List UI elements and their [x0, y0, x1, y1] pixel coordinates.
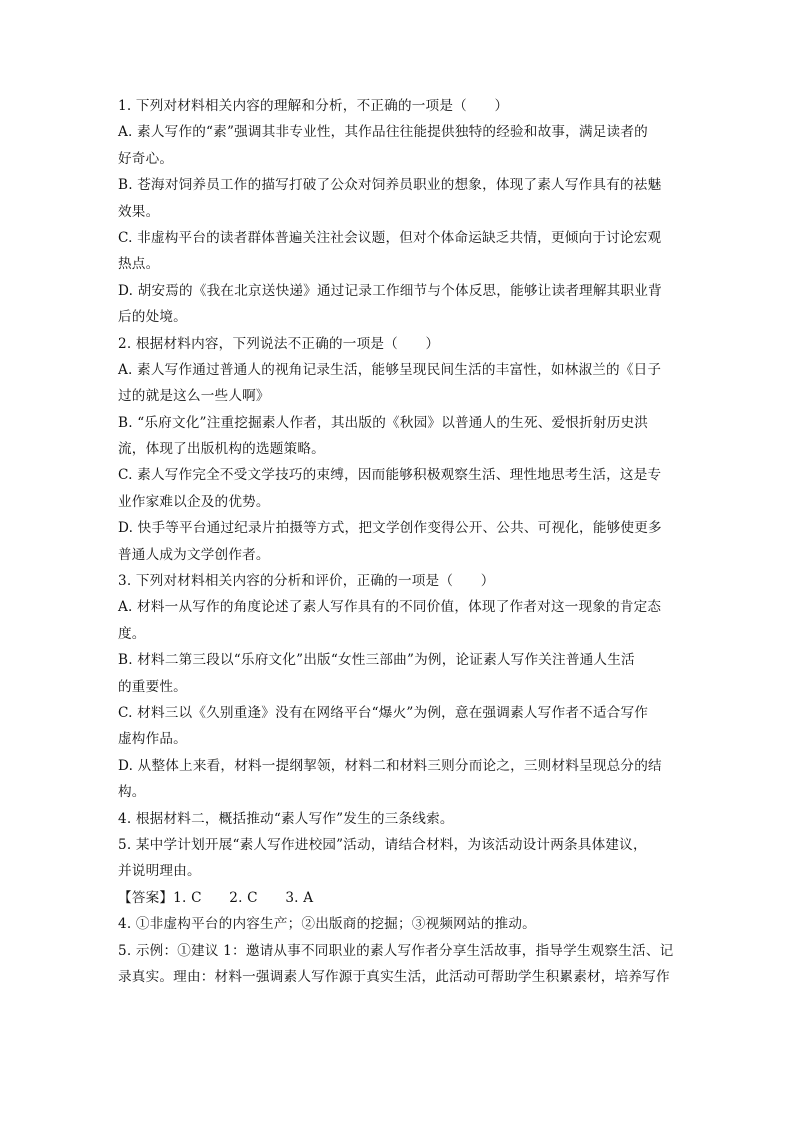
q3-option-c-line-2: 虚构作品。 [118, 731, 187, 748]
q1-option-a-line-1: A. 素人写作的“素”强调其非专业性，其作品往往能提供独特的经验和故事，满足读者的 [118, 124, 648, 141]
answer-4: 4. ①非虚构平台的内容生产；②出版商的挖掘；③视频网站的推动。 [118, 916, 536, 933]
q2-option-b-line-1: B. “乐府文化”注重挖掘素人作者，其出版的《秋园》以普通人的生死、爱恨折射历史洪 [118, 414, 649, 431]
q3-option-d-line-2: 构。 [118, 784, 146, 801]
question-4-stem: 4. 根据材料二，概括推动“素人写作”发生的三条线索。 [118, 810, 454, 827]
q1-option-b-line-1: B. 苍海对饲养员工作的描写打破了公众对饲养员职业的想象，体现了素人写作具有的祛魅 [118, 177, 662, 194]
answer-key-line: 【答案】1. C 2. C 3. A [118, 889, 314, 906]
question-3-stem: 3. 下列对材料相关内容的分析和评价，正确的一项是（ ） [118, 573, 495, 590]
q1-option-a-line-2: 好奇心。 [118, 150, 174, 167]
q3-option-b-line-2: 的重要性。 [118, 678, 187, 695]
q1-option-b-line-2: 效果。 [118, 203, 160, 220]
q2-option-d-line-2: 普通人成为文学创作者。 [118, 546, 270, 563]
q2-option-a-line-2: 过的就是这么一些人啊》 [118, 388, 270, 405]
q2-option-c-line-1: C. 素人写作完全不受文学技巧的束缚，因而能够积极观察生活、理性地思考生活，这是专 [118, 467, 662, 484]
question-5-stem-line-2: 并说明理由。 [118, 863, 201, 880]
q2-option-c-line-2: 业作家难以企及的优势。 [118, 493, 270, 510]
question-2-stem: 2. 根据材料内容，下列说法不正确的一项是（ ） [118, 335, 440, 352]
q3-option-d-line-1: D. 从整体上来看，材料一提纲挈领，材料二和材料三则分而论之，三则材料呈现总分的结 [118, 757, 662, 774]
question-1-stem: 1. 下列对材料相关内容的理解和分析，不正确的一项是（ ） [118, 98, 509, 114]
q3-option-c-line-1: C. 材料三以《久别重逢》没有在网络平台“爆火”为例，意在强调素人写作者不适合写作 [118, 704, 649, 721]
document-body [118, 93, 678, 990]
q2-option-d-line-1: D. 快手等平台通过纪录片拍摄等方式，把文学创作变得公开、公共、可视化，能够使更多 [118, 520, 662, 537]
answer-5-line-2: 录真实。理由：材料一强调素人写作源于真实生活，此活动可帮助学生积累素材，培养写作 [118, 968, 670, 985]
q2-option-a-line-1: A. 素人写作通过普通人的视角记录生活，能够呈现民间生活的丰富性，如林淑兰的《日子 [118, 361, 662, 378]
q1-option-c-line-2: 热点。 [118, 256, 160, 273]
q3-option-b-line-1: B. 材料二第三段以“乐府文化”出版“女性三部曲”为例，论证素人写作关注普通人生活 [118, 652, 635, 669]
answer-5-line-1: 5. 示例：①建议 1：邀请从事不同职业的素人写作者分享生活故事，指导学生观察生活、记 [118, 942, 674, 959]
q3-option-a-line-1: A. 材料一从写作的角度论述了素人写作具有的不同价值，体现了作者对这一现象的肯定态 [118, 599, 662, 616]
question-5-stem-line-1: 5. 某中学计划开展“素人写作进校园”活动，请结合材料，为该活动设计两条具体建议， [118, 836, 647, 853]
q2-option-b-line-2: 流，体现了出版机构的选题策略。 [118, 441, 325, 458]
q1-option-d-line-1: D. 胡安焉的《我在北京送快递》通过记录工作细节与个体反思，能够让读者理解其职业背 [118, 282, 662, 299]
q1-option-d-line-2: 后的处境。 [118, 309, 187, 326]
q1-option-c-line-1: C. 非虚构平台的读者群体普遍关注社会议题，但对个体命运缺乏共情，更倾向于讨论宏观 [118, 229, 662, 246]
q3-option-a-line-2: 度。 [118, 625, 146, 642]
